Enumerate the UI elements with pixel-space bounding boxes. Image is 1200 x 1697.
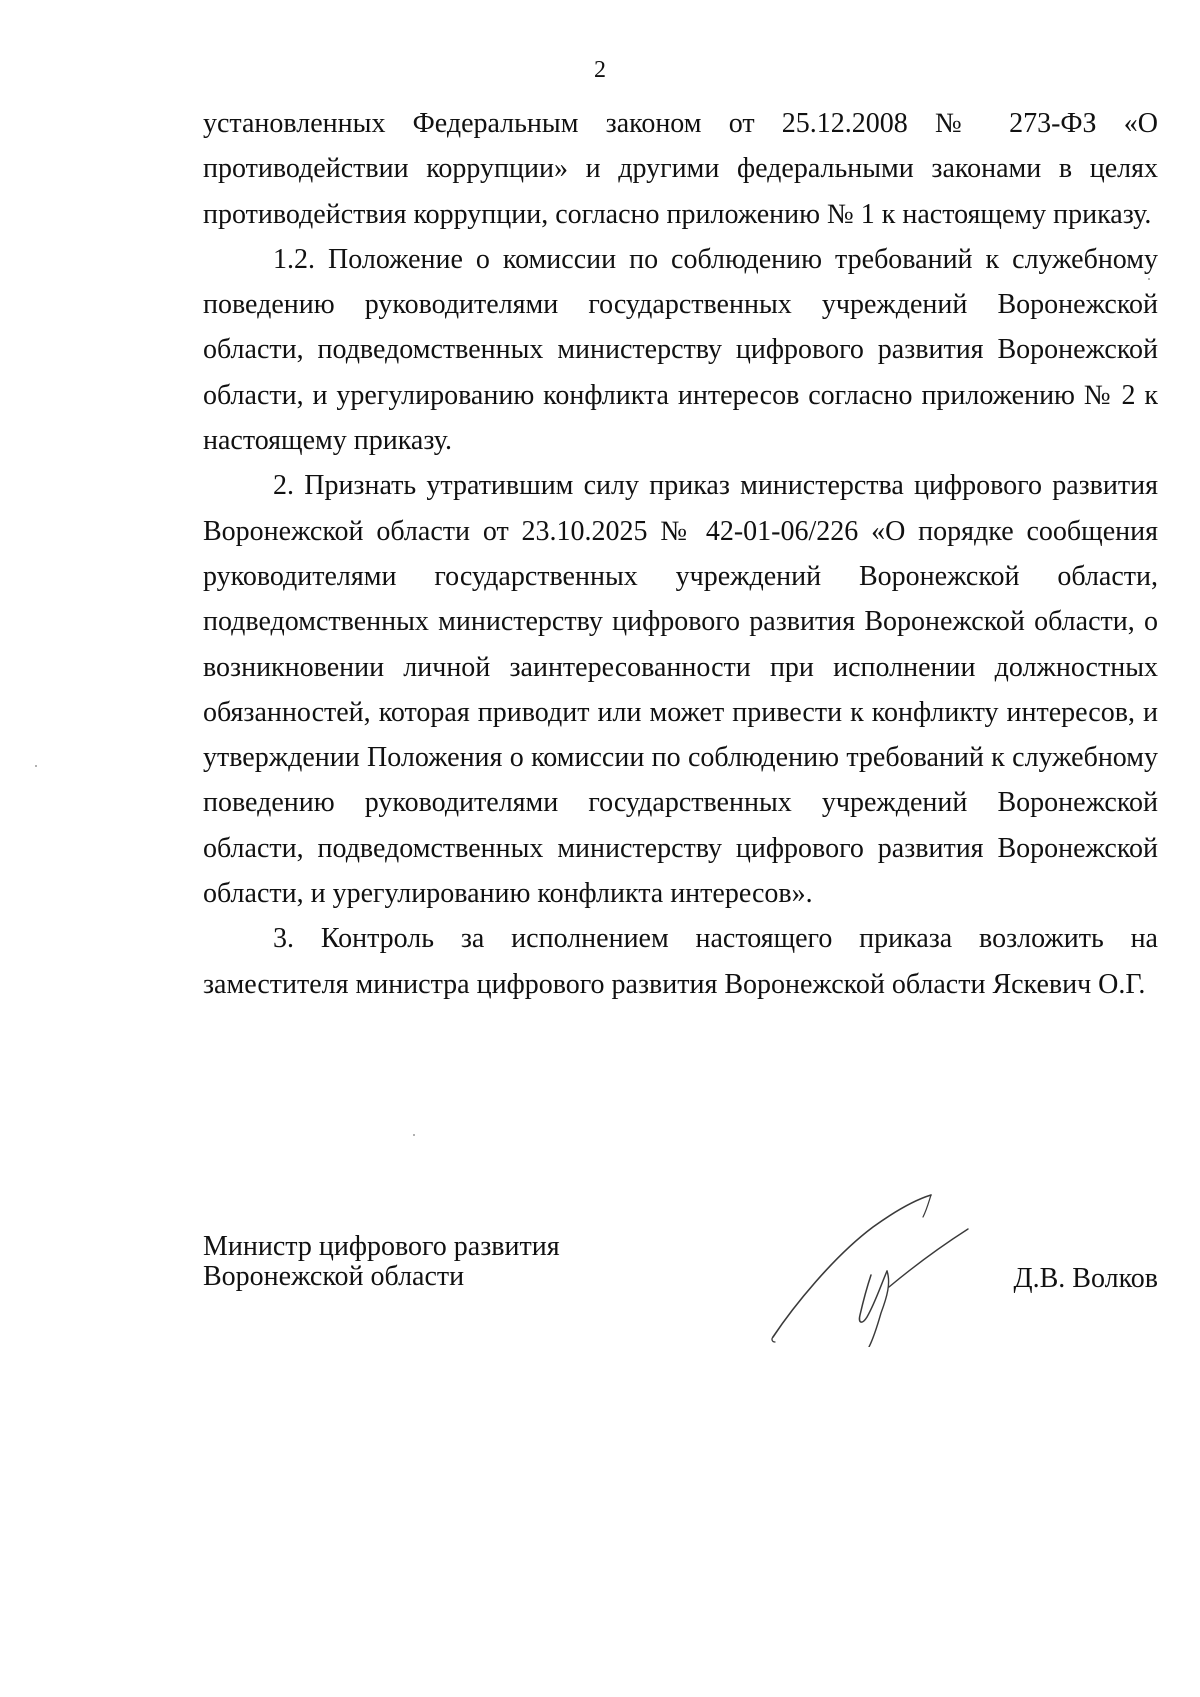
signature-block	[203, 1232, 1158, 1342]
paragraph-item-2: 2. Признать утратившим силу приказ министерства цифрового развития Воронежской области от 23.10.2025 № 42-01-06/226 «О порядке сообщения руководителями государственных учреждений Воронежской области, подведомственных министерству цифрового развития Воронежской области, о возникновении личной заинтересованности при исполнении должностных обязанностей, которая приводит или может привести к конфликту интересов, и утверждении Положения о комиссии по соблюдению требований к служебному поведению руководителями государственных учреждений Воронежской области, подведомственных министерству цифрового развития Воронежской области, и урегулированию конфликта интересов».	[203, 470, 1158, 910]
scan-speck	[413, 1134, 415, 1136]
signer-title-line-1: Министр цифрового развития	[203, 1231, 560, 1262]
signer-title-line-2: Воронежской области	[203, 1261, 465, 1292]
handwritten-signature-icon	[763, 1187, 993, 1347]
signer-name: Д.В. Волков	[1013, 1263, 1158, 1294]
paragraph-continuation: установленных Федеральным законом от 25.12.2008 № 273-ФЗ «О противодействии коррупции» и другими федеральными законами в целях противодействия коррупции, согласно приложению № 1 к настоящему приказу.	[203, 108, 1158, 230]
scan-speck	[1148, 278, 1150, 280]
paragraph-item-3: 3. Контроль за исполнением настоящего приказа возложить на заместителя министра цифрового развития Воронежской области Яскевич О.Г.	[203, 923, 1158, 1000]
document-body	[203, 101, 1158, 1007]
page-number: 2	[594, 57, 606, 83]
paragraph-item-1-2: 1.2. Положение о комиссии по соблюдению требований к служебному поведению руководителями государственных учреждений Воронежской области, подведомственных министерству цифрового развития Воронежской области, и урегулированию конфликта интересов согласно приложению № 2 к настоящему приказу.	[203, 243, 1158, 457]
scan-speck	[35, 765, 37, 767]
signer-title	[203, 1232, 560, 1292]
